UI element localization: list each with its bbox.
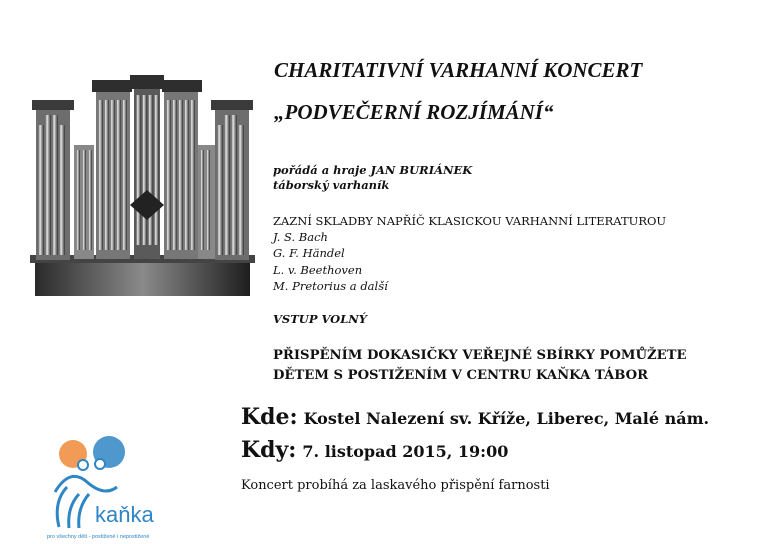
date-label: Kdy:	[241, 437, 297, 463]
composer-item: M. Pretorius a další	[273, 278, 388, 293]
composer-item: G. F. Händel	[273, 246, 345, 261]
concert-title: CHARITATIVNÍ VARHANNÍ KONCERT	[274, 58, 643, 82]
entry-info: VSTUP VOLNÝ	[273, 312, 368, 326]
charity-appeal-line: PŘISPĚNÍM DOKASIČKY VEŘEJNÉ SBÍRKY POMŮŽETE	[273, 348, 687, 363]
organizer	[273, 163, 472, 193]
composer-item: L. v. Beethoven	[273, 262, 363, 277]
venue-value: Kostel Nalezení sv. Kříže, Liberec, Malé nám.	[303, 409, 710, 428]
event-date	[241, 437, 508, 463]
organ-illustration	[30, 55, 255, 300]
sponsor-note: Koncert probíhá za laskavého přispění farnosti	[241, 478, 550, 493]
program-list	[273, 213, 666, 294]
organizer-line: pořádá a hraje JAN BURIÁNEK	[273, 163, 473, 177]
charity-appeal-line: DĚTEM S POSTIŽENÍM V CENTRU KAŇKA TÁBOR	[273, 368, 649, 383]
venue	[241, 404, 709, 430]
venue-label: Kde:	[241, 404, 298, 430]
organizer-role: táborský varhaník	[273, 178, 390, 192]
logo-tagline: pro všechny děti - postižené i nepostižené	[47, 534, 150, 540]
program-heading: ZAZNÍ SKLADBY NAPŘÍČ KLASICKOU VARHANNÍ LITERATUROU	[273, 214, 667, 228]
concert-subtitle: „PODVEČERNÍ ROZJÍMÁNÍ“	[274, 100, 554, 124]
logo-name: kaňka	[95, 502, 154, 527]
kanka-logo	[45, 432, 175, 542]
charity-appeal	[273, 346, 687, 386]
composer-item: J. S. Bach	[273, 230, 328, 245]
date-value: 7. listopad 2015, 19:00	[302, 442, 509, 461]
